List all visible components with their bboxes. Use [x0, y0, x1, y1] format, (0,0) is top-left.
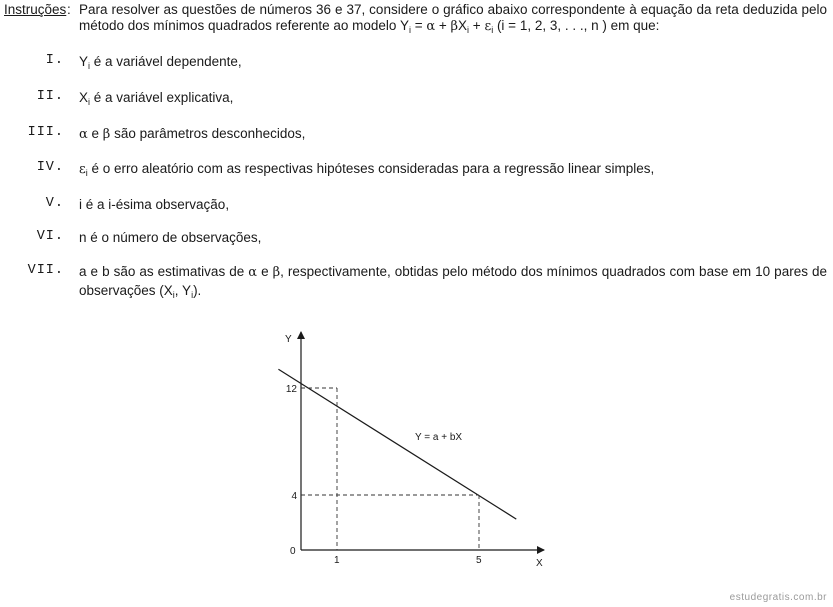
x-tick-label: 5: [476, 555, 482, 566]
item-text: i é a i-ésima observação,: [79, 197, 230, 212]
x-axis-label: X: [536, 558, 543, 569]
regression-chart: [270, 320, 570, 580]
watermark: estudegratis.com.br: [729, 592, 827, 603]
item-numeral: II.: [36, 89, 64, 104]
instructions-label: Instruções: [4, 2, 67, 17]
item-numeral: III.: [27, 125, 64, 140]
instructions-text: Para resolver as questões de números 36 e 37, considere o gráfico abaixo correspondente à equação da reta deduzida pelo método dos mínimos quadrados referente ao modelo $Y_i = \alpha + \beta X_i + \varepsilon_i$ (i = 1, 2, 3, . . ., n ) em que:: [79, 2, 827, 35]
y-tick-label: 12: [285, 384, 297, 395]
item-numeral: VI.: [36, 229, 64, 244]
item-text: $X_i$ é a variável explicativa,: [79, 90, 234, 107]
y-tick-label: 4: [291, 491, 297, 502]
item-numeral: I.: [45, 53, 64, 68]
origin-label: 0: [290, 546, 296, 557]
item-text: n é o número de observações,: [79, 230, 262, 245]
regression-line: [278, 369, 516, 519]
item-text: $Y_i$ é a variável dependente,: [79, 54, 242, 71]
line-label: Y = a + bX: [415, 432, 463, 443]
item-numeral: IV.: [36, 160, 64, 175]
item-numeral: V.: [45, 196, 64, 211]
y-axis-label: Y: [285, 334, 292, 345]
instructions-colon: :: [67, 2, 71, 17]
item-numeral: VII.: [27, 263, 64, 278]
item-text: α e β são parâmetros desconhecidos,: [79, 126, 306, 142]
item-text: a e b são as estimativas de α e β, respectivamente, obtidas pelo método dos mínimos quadrados com base em 10 pares de observações ($X_i$, $Y_i$).: [79, 264, 827, 300]
x-tick-label: 1: [334, 555, 340, 566]
item-text: $\varepsilon_i$ é o erro aleatório com as respectivas hipóteses consideradas para a regressão linear simples,: [79, 161, 655, 178]
